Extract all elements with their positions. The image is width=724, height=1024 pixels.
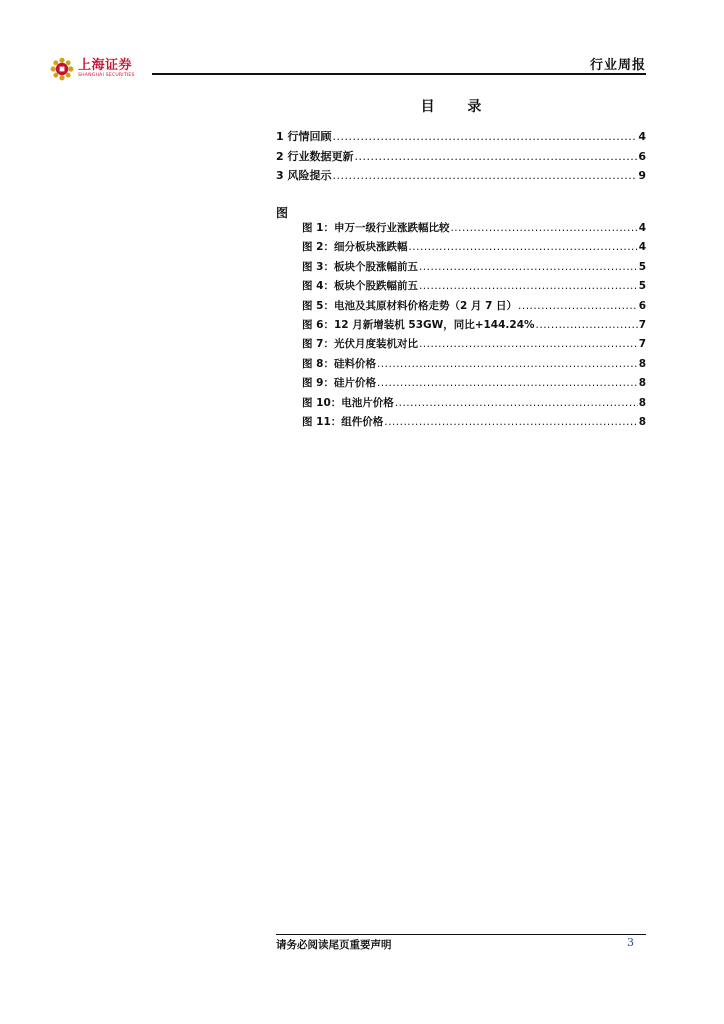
figure-entry-label: 图 11：组件价格 bbox=[302, 415, 384, 428]
toc-entry-page: 6 bbox=[638, 149, 646, 163]
figure-entry[interactable] bbox=[302, 317, 646, 336]
figure-list bbox=[302, 220, 646, 433]
figure-entry-page: 4 bbox=[638, 222, 646, 234]
header-divider bbox=[152, 73, 646, 75]
page-number: 3 bbox=[627, 936, 634, 949]
figure-entry[interactable] bbox=[302, 356, 646, 375]
toc-leader-dots bbox=[332, 130, 637, 143]
toc-leader-dots bbox=[536, 319, 638, 331]
toc-leader-dots bbox=[395, 397, 638, 409]
figure-entry[interactable] bbox=[302, 336, 646, 355]
toc-list bbox=[276, 128, 646, 187]
figure-entry-label: 图 8：硅料价格 bbox=[302, 357, 376, 370]
figure-list-heading: 图 bbox=[276, 206, 289, 220]
figure-entry[interactable] bbox=[302, 239, 646, 258]
toc-leader-dots bbox=[377, 377, 638, 389]
figure-entry-label: 图 9：硅片价格 bbox=[302, 377, 376, 390]
toc-leader-dots bbox=[377, 358, 638, 370]
figure-entry[interactable] bbox=[302, 414, 646, 433]
figure-entry[interactable] bbox=[302, 259, 646, 278]
figure-entry-page: 7 bbox=[638, 338, 646, 351]
toc-leader-dots bbox=[419, 338, 638, 350]
figure-entry-label: 图 1：申万一级行业涨跌幅比较 bbox=[302, 222, 450, 234]
figure-entry-page: 5 bbox=[638, 260, 646, 273]
page-header bbox=[0, 0, 724, 80]
toc-leader-dots bbox=[419, 280, 638, 292]
toc-leader-dots bbox=[332, 169, 637, 182]
figure-entry-page: 6 bbox=[638, 299, 646, 312]
toc-entry-page: 9 bbox=[638, 169, 646, 182]
logo-text bbox=[78, 59, 135, 79]
toc-leader-dots bbox=[518, 300, 638, 312]
toc-entry-page: 4 bbox=[638, 130, 646, 143]
toc-leader-dots bbox=[408, 241, 637, 253]
figure-entry-label: 图 4：板块个股跌幅前五 bbox=[302, 280, 418, 293]
logo-chinese-name: 上海证券 bbox=[78, 58, 133, 74]
toc-entry-label: 1 行情回顾 bbox=[276, 130, 332, 143]
disclaimer-note: 请务必阅读尾页重要声明 bbox=[276, 939, 392, 951]
toc-leader-dots bbox=[354, 150, 637, 163]
figure-entry[interactable] bbox=[302, 220, 646, 239]
figure-entry-page: 8 bbox=[638, 396, 646, 409]
figure-entry-label: 图 10：电池片价格 bbox=[302, 396, 394, 409]
figure-entry-label: 图 2：细分板块涨跌幅 bbox=[302, 241, 408, 254]
toc-leader-dots bbox=[419, 261, 638, 273]
figure-entry[interactable] bbox=[302, 395, 646, 414]
toc-leader-dots bbox=[384, 416, 637, 428]
company-logo bbox=[50, 56, 135, 82]
footer-divider bbox=[276, 934, 646, 935]
toc-title: 目 录 bbox=[420, 99, 496, 115]
figure-entry-label: 图 3：板块个股涨幅前五 bbox=[302, 260, 418, 273]
figure-entry-page: 8 bbox=[638, 377, 646, 390]
figure-entry-label: 图 5：电池及其原材料价格走势（2 月 7 日） bbox=[302, 299, 518, 312]
toc-entry-label: 3 风险提示 bbox=[276, 169, 332, 182]
figure-entry-page: 8 bbox=[638, 357, 646, 370]
logo-emblem-icon bbox=[50, 57, 74, 81]
figure-entry-page: 8 bbox=[638, 415, 646, 428]
logo-english-name: SHANGHAI SECURITIES bbox=[78, 73, 135, 79]
toc-entry[interactable] bbox=[276, 167, 646, 187]
figure-entry[interactable] bbox=[302, 298, 646, 317]
toc-entry-label: 2 行业数据更新 bbox=[276, 149, 354, 163]
figure-entry[interactable] bbox=[302, 278, 646, 297]
report-type-title: 行业周报 bbox=[589, 58, 646, 73]
toc-leader-dots bbox=[450, 222, 637, 234]
toc-entry[interactable] bbox=[276, 128, 646, 148]
toc-entry[interactable] bbox=[276, 148, 646, 168]
figure-entry[interactable] bbox=[302, 375, 646, 394]
figure-entry-label: 图 6：12 月新增装机 53GW，同比+144.24% bbox=[302, 318, 535, 331]
figure-entry-label: 图 7：光伏月度装机对比 bbox=[302, 338, 418, 351]
figure-entry-page: 7 bbox=[638, 318, 646, 331]
figure-entry-page: 4 bbox=[638, 241, 646, 254]
figure-entry-page: 5 bbox=[638, 280, 646, 293]
